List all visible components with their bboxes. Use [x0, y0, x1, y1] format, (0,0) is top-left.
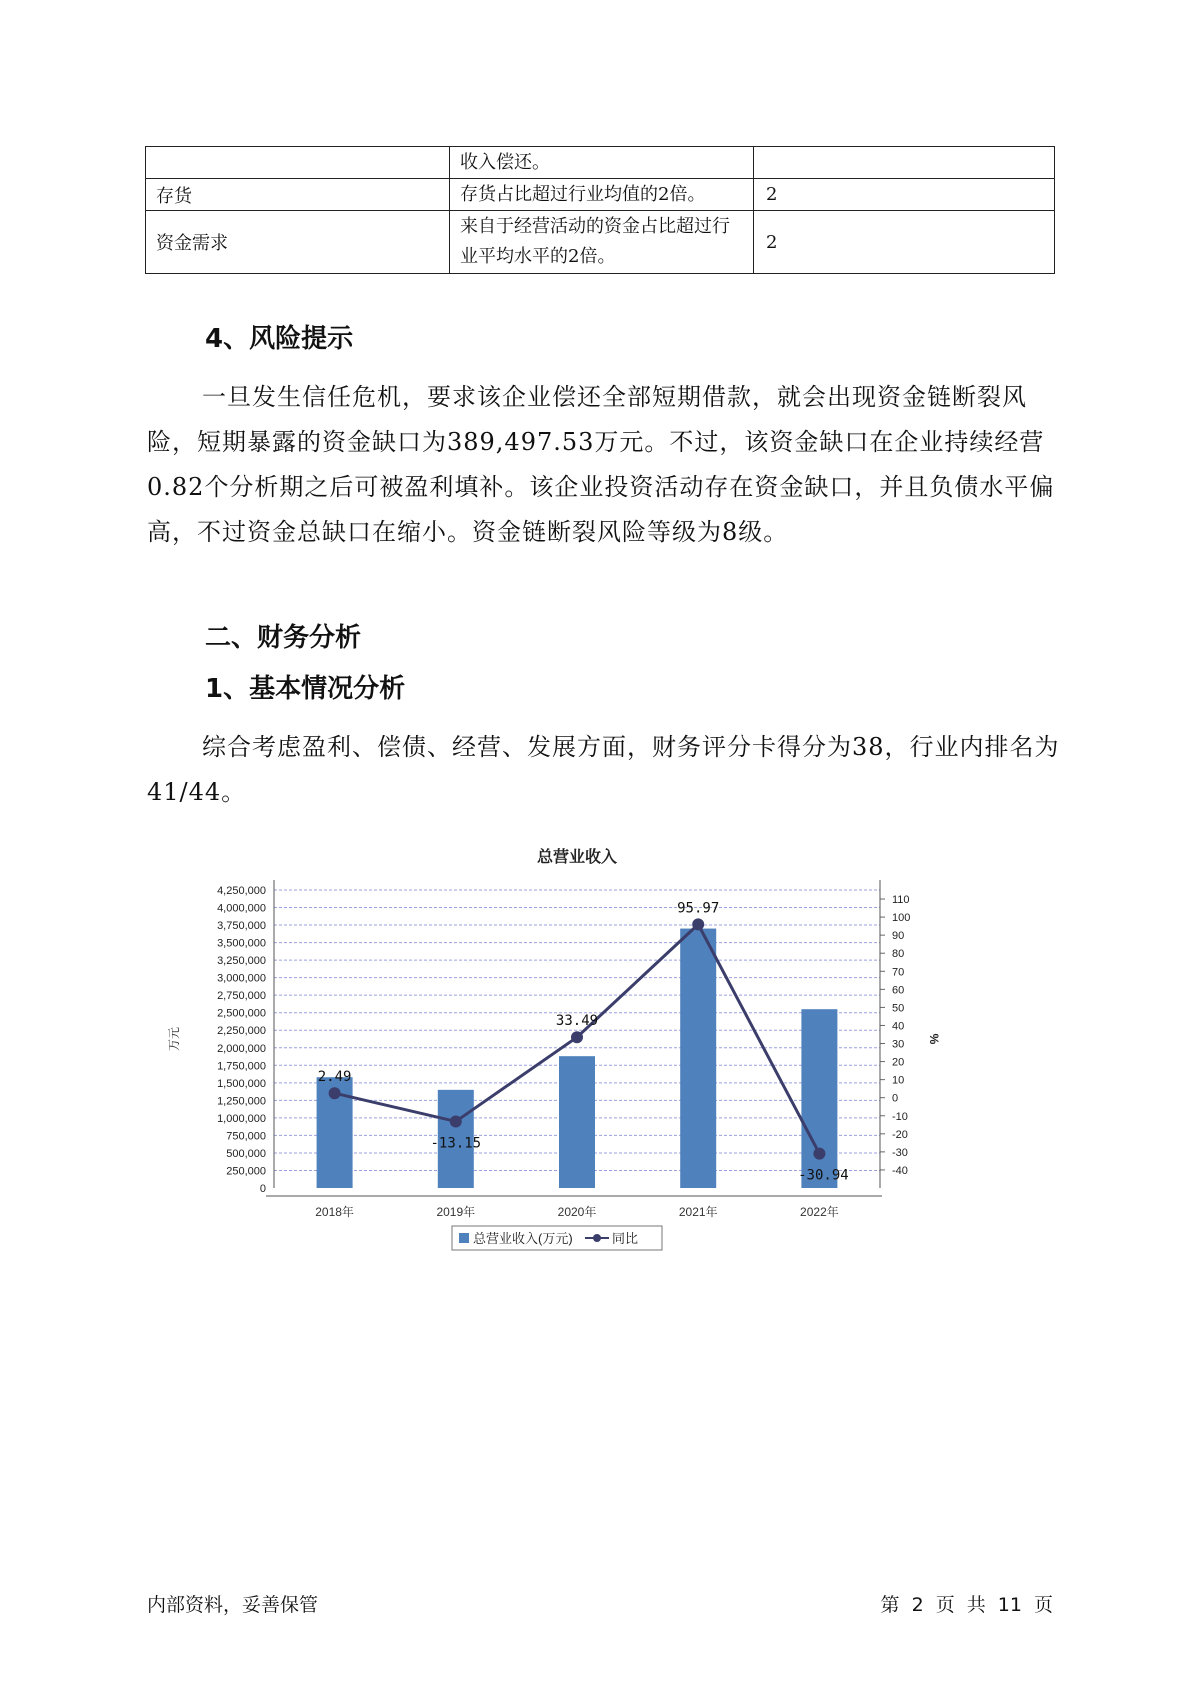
yoy-point — [813, 1148, 825, 1160]
y-tick-label: 3,000,000 — [217, 972, 266, 985]
risk-paragraph: 一旦发生信任危机，要求该企业偿还全部短期借款，就会出现资金链断裂风险，短期暴露的资金缺口为389,497.53万元。不过，该资金缺口在企业持续经营 0.82个分析期之后可被盈利填补。该企业投资活动存在资金缺口，并且负债水平偏高，不过资金总缺口在缩小。资金链断裂风险等级为8级。 — [147, 383, 1055, 546]
table-cell-name: 资金需求 — [146, 211, 450, 274]
yoy-point — [450, 1115, 462, 1127]
y-tick-label: 4,250,000 — [217, 885, 266, 897]
x-tick-label: 2018年 — [315, 1205, 354, 1219]
y-tick-label: 1,000,000 — [217, 1112, 266, 1125]
y-tick-label: 2,750,000 — [217, 990, 266, 1003]
data-label: -13.15 — [430, 1135, 482, 1152]
x-tick-label: 2022年 — [800, 1205, 839, 1219]
revenue-chart — [167, 838, 1040, 1298]
y2-tick-label: 70 — [892, 966, 905, 979]
y2-tick-label: -20 — [892, 1128, 908, 1141]
table-row — [146, 211, 1055, 274]
y2-tick-label: 30 — [892, 1038, 905, 1051]
bar — [801, 1009, 837, 1188]
yoy-point — [692, 918, 704, 930]
subsection-heading-basic: 1、基本情况分析 — [205, 674, 406, 704]
y-tick-label: 750,000 — [226, 1130, 266, 1143]
legend-bar-label: 总营业收入(万元) — [473, 1231, 573, 1246]
table-row — [146, 147, 1055, 179]
y-tick-label: 250,000 — [226, 1165, 266, 1178]
section-heading-finance: 二、财务分析 — [205, 623, 362, 653]
y-tick-label: 3,250,000 — [217, 955, 266, 968]
y-tick-label: 4,000,000 — [217, 902, 266, 915]
y2-tick-label: -40 — [892, 1164, 908, 1177]
revenue-chart-svg — [167, 838, 1040, 1298]
y2-tick-label: 10 — [892, 1074, 905, 1087]
y2-tick-label: 50 — [892, 1002, 905, 1015]
table-cell-score: 2 — [754, 211, 1055, 274]
y-tick-label: 1,750,000 — [217, 1060, 266, 1073]
table-row — [146, 179, 1055, 211]
bar — [559, 1056, 595, 1188]
y2-tick-label: 0 — [892, 1092, 899, 1105]
y-tick-label: 3,500,000 — [217, 937, 266, 950]
data-label: -30.94 — [798, 1167, 849, 1184]
table-cell-name: 存货 — [146, 179, 450, 211]
y2-tick-label: 110 — [892, 894, 910, 907]
legend-line-marker — [593, 1234, 601, 1242]
legend-line-label: 同比 — [612, 1231, 639, 1246]
table-cell-desc: 收入偿还。 — [450, 147, 754, 179]
data-label: 2.49 — [317, 1069, 352, 1086]
y-tick-label: 1,500,000 — [217, 1077, 266, 1090]
footer-page-number: 第 2 页 共 11 页 — [880, 1594, 1053, 1616]
y2-tick-label: 90 — [892, 930, 905, 943]
y-tick-label: 0 — [259, 1183, 266, 1195]
table-cell-name — [146, 147, 450, 179]
x-tick-label: 2019年 — [436, 1205, 476, 1219]
chart-title: 总营业收入 — [536, 849, 618, 866]
y-tick-label: 2,500,000 — [217, 1007, 266, 1020]
x-tick-label: 2020年 — [557, 1205, 597, 1219]
data-label: 95.97 — [677, 900, 720, 917]
y2-tick-label: 100 — [892, 912, 911, 925]
x-tick-label: 2021年 — [678, 1205, 718, 1219]
y-tick-label: 2,250,000 — [217, 1025, 266, 1038]
section-heading-risk: 4、风险提示 — [205, 324, 354, 354]
y-tick-label: 500,000 — [226, 1147, 266, 1160]
y2-tick-label: 60 — [892, 984, 905, 997]
data-label: 33.49 — [555, 1013, 599, 1030]
table-cell-desc: 存货占比超过行业均值的2倍。 — [450, 179, 754, 211]
yoy-point — [329, 1087, 341, 1099]
y-axis-label: 万元 — [167, 1026, 181, 1052]
y2-tick-label: 40 — [892, 1020, 905, 1033]
y2-tick-label: 20 — [892, 1056, 905, 1069]
y2-tick-label: -30 — [892, 1146, 908, 1159]
table-cell-desc: 来自于经营活动的资金占比超过行业平均水平的2倍。 — [450, 211, 754, 274]
basic-analysis-paragraph: 综合考虑盈利、偿债、经营、发展方面，财务评分卡得分为38，行业内排名为41/44。 — [147, 733, 1060, 806]
y2-tick-label: -10 — [892, 1110, 908, 1123]
y-tick-label: 3,750,000 — [217, 920, 266, 933]
table-cell-score: 2 — [754, 179, 1055, 211]
footer-confidential: 内部资料，妥善保管 — [147, 1594, 319, 1616]
y-tick-label: 1,250,000 — [217, 1095, 266, 1108]
yoy-point — [571, 1031, 583, 1043]
legend-bar-swatch — [459, 1233, 469, 1243]
y2-axis-label: % — [927, 1033, 941, 1045]
y2-tick-label: 80 — [892, 948, 905, 961]
table-cell-score — [754, 147, 1055, 179]
bar — [680, 929, 716, 1188]
risk-indicator-table — [145, 146, 1055, 274]
y-tick-label: 2,000,000 — [217, 1042, 266, 1055]
